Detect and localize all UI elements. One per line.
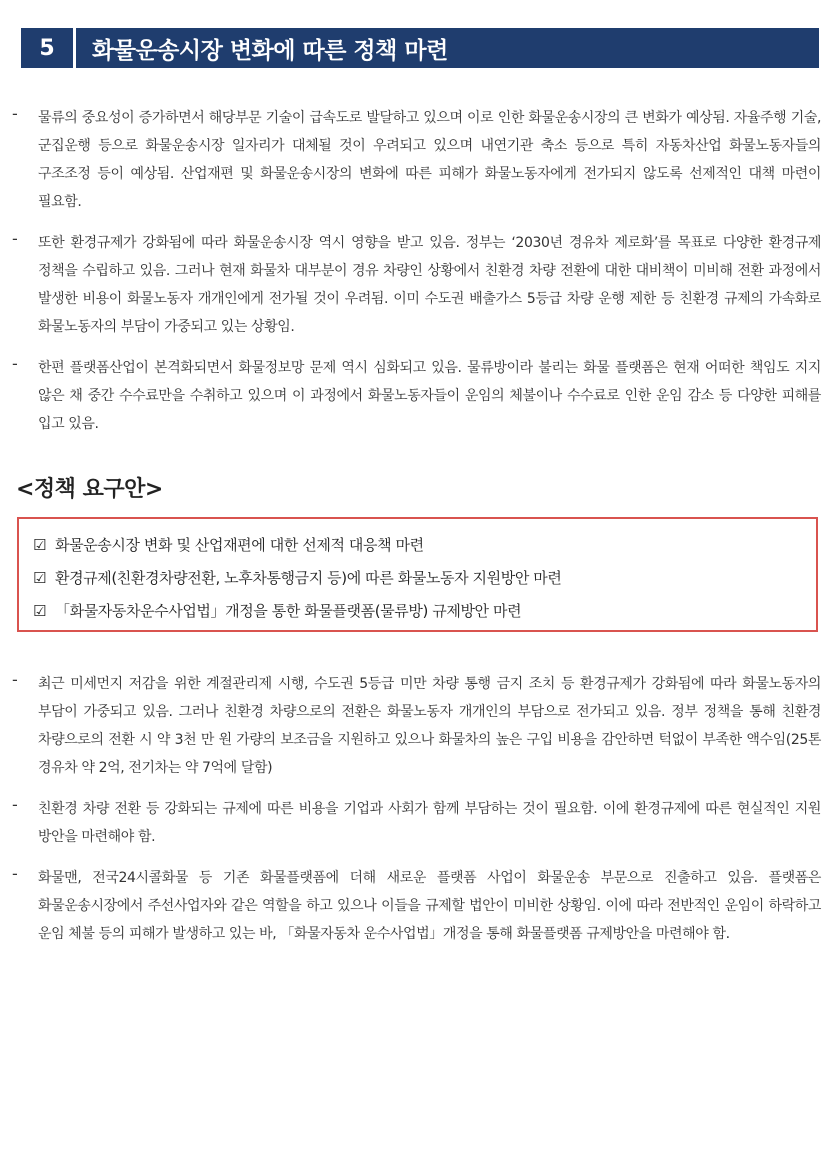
intro-section <box>12 104 821 451</box>
policy-box <box>17 517 818 632</box>
detail-paragraph-2: - 친환경 차량 전환 등 강화되는 규제에 따른 비용을 기업과 사회가 함께 부담하는 것이 필요함. 이에 환경규제에 따른 현실적인 지원 방안을 마련해야 함. <box>12 795 821 845</box>
policy-item-text: 「화물자동차운수사업법」개정을 통한 화물플랫폼(물류방) 규제방안 마련 <box>55 602 522 620</box>
intro-paragraph-3: - 한편 플랫폼산업이 본격화되면서 화물정보망 문제 역시 심화되고 있음. 물류방이라 불리는 화물 플랫폼은 현재 어떠한 책임도 지지 않은 채 중간 수수료만을 수취하고 있으며 이 과정에서 화물노동자들이 운임의 체불이나 수수료로 인한 운임 감소 등 다양한 피해를 입고 있음. <box>12 354 821 432</box>
bullet-dash: - <box>12 670 18 689</box>
intro-paragraph-1: - 물류의 중요성이 증가하면서 해당부문 기술이 급속도로 발달하고 있으며 이로 인한 화물운송시장의 큰 변화가 예상됨. 자율주행 기술, 군집운행 등으로 화물운송시장 일자리가 대체될 것이 우려되고 있으며 내연기관 축소 등으로 특히 자동차산업 화물노동자들의 구조조정 등이 예상됨. 산업재편 및 화물운송시장의 변화에 따른 피해가 화물노동자에게 전가되지 않도록 선제적인 대책 마련이 필요함. <box>12 104 821 210</box>
bullet-dash: - <box>12 229 18 248</box>
detail-paragraph-1: - 최근 미세먼지 저감을 위한 계절관리제 시행, 수도권 5등급 미만 차량 통행 금지 조치 등 환경규제가 강화됨에 따라 화물노동자의 부담이 가중되고 있음. 그러나 친환경 차량으로의 전환은 화물노동자 개개인의 부담으로 전가되고 있음. 정부 정책을 통해 친환경 차량으로의 전환 시 약 3천 만 원 가량의 보조금을 지원하고 있으나 화물차의 높은 구입 비용을 감안하면 턱없이 부족한 액수임(25톤 경유차 약 2억, 전기차는 약 7억에 달함) <box>12 670 821 776</box>
checkbox-checked-icon: ☑ <box>33 569 47 587</box>
policy-item-1 <box>33 529 816 562</box>
section-number: 5 <box>39 35 55 61</box>
detail-paragraph-3: - 화물맨, 전국24시콜화물 등 기존 화물플랫폼에 더해 새로운 플랫폼 사업이 화물운송 부문으로 진출하고 있음. 플랫폼은 화물운송시장에서 주선사업자와 같은 역할을 하고 있으나 이들을 규제할 법안이 미비한 상황임. 이에 따라 전반적인 운임이 하락하고 운임 체불 등의 피해가 발생하고 있는 바, 「화물자동차 운수사업법」개정을 통해 화물플랫폼 규제방안을 마련해야 함. <box>12 864 821 942</box>
bullet-dash: - <box>12 864 18 883</box>
policy-item-3 <box>33 595 816 628</box>
bullet-dash: - <box>12 104 18 123</box>
section-header <box>21 28 819 68</box>
policy-item-text: 환경규제(친환경차량전환, 노후차통행금지 등)에 따른 화물노동자 지원방안 마련 <box>55 569 562 587</box>
bullet-dash: - <box>12 795 18 814</box>
checkbox-checked-icon: ☑ <box>33 602 47 620</box>
policy-item-text: 화물운송시장 변화 및 산업재편에 대한 선제적 대응책 마련 <box>55 536 424 554</box>
bullet-dash: - <box>12 354 18 373</box>
intro-paragraph-2: - 또한 환경규제가 강화됨에 따라 화물운송시장 역시 영향을 받고 있음. 정부는 ‘2030년 경유차 제로화’를 목표로 다양한 환경규제 정책을 수립하고 있음. 그러나 현재 화물차 대부분이 경유 차량인 상황에서 친환경 차량 전환에 대한 대비책이 미비해 전환 과정에서 발생한 비용이 화물노동자 개개인에게 전가될 것이 우려됨. 이미 수도권 배출가스 5등급 차량 운행 제한 등 친환경 규제의 가속화로 화물노동자의 부담이 가중되고 있는 상황임. <box>12 229 821 335</box>
checkbox-checked-icon: ☑ <box>33 536 47 554</box>
policy-item-2 <box>33 562 816 595</box>
detail-section <box>12 670 821 961</box>
section-title: 화물운송시장 변화에 따른 정책 마련 <box>92 37 448 64</box>
policy-heading: <정책 요구안> <box>16 477 163 502</box>
